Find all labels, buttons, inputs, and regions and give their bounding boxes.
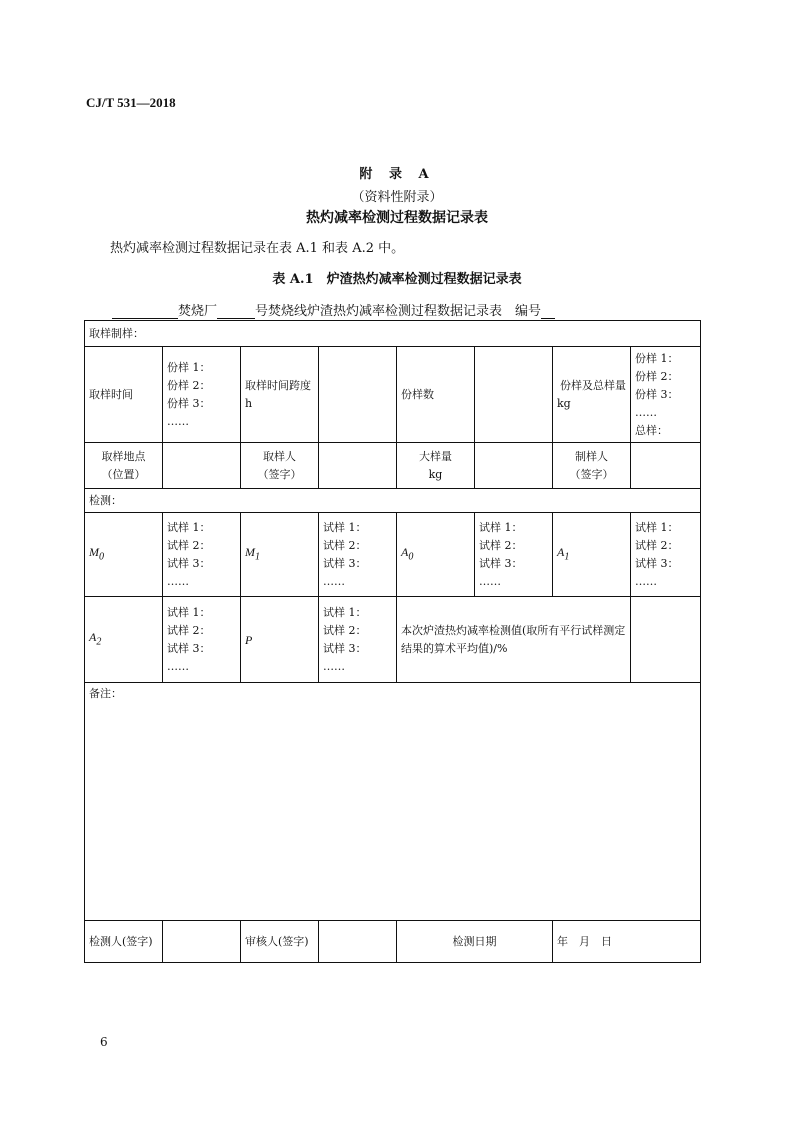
a0-sample-1: 试样 1：	[479, 520, 523, 534]
a2-sample-3: 试样 3：	[167, 641, 211, 655]
m0-sample-1: 试样 1：	[167, 520, 211, 534]
a2-sample-1: 试样 1：	[167, 605, 211, 619]
a0-sample-3: 试样 3：	[479, 556, 523, 570]
reviewer-value[interactable]	[319, 921, 397, 963]
portion-total-unit: kg	[557, 396, 571, 410]
line-blank	[217, 304, 255, 319]
plant-blank	[112, 304, 178, 319]
time-span-unit: h	[245, 396, 253, 410]
m1-sub: 1	[255, 551, 260, 563]
portion-total-cell	[553, 347, 631, 443]
portion-sample-1: 份样 1：	[167, 360, 211, 374]
a2-sub: 2	[96, 636, 102, 648]
portion-sample-3: 份样 3：	[167, 396, 211, 410]
appendix-name: 热灼减率检测过程数据记录表	[306, 210, 488, 226]
large-sample-value[interactable]	[475, 443, 553, 489]
preparer-sign: （签字）	[569, 467, 614, 481]
a2-main: A	[89, 629, 97, 644]
m0-sub: 0	[99, 551, 104, 563]
sampler-label: 取样人	[263, 449, 296, 463]
portion-count-value[interactable]	[475, 347, 553, 443]
tester-value[interactable]	[163, 921, 241, 963]
p-label: P	[241, 597, 319, 683]
a1-samples	[631, 513, 701, 597]
portion-samples-cell	[163, 347, 241, 443]
a1-sub: 1	[564, 551, 570, 563]
test-date-value[interactable]: 年 月 日	[553, 921, 701, 963]
intro-text: 热灼减率检测过程数据记录在表 A.1 和表 A.2 中。	[110, 241, 405, 256]
record-header-line	[112, 300, 555, 319]
a0-sample-2: 试样 2：	[479, 538, 523, 552]
p-samples	[319, 597, 397, 683]
remarks-cell[interactable]	[85, 683, 701, 921]
plant-suffix: 焚烧厂	[178, 304, 218, 319]
tester-label: 检测人(签字)	[85, 921, 163, 963]
m1-sample-3: 试样 3：	[323, 556, 367, 570]
preparer-value[interactable]	[631, 443, 701, 489]
portion-total-item-2: 份样 2：	[635, 369, 679, 383]
time-span-value[interactable]	[319, 347, 397, 443]
a0-samples	[475, 513, 553, 597]
sampling-section-label: 取样制样：	[85, 321, 701, 347]
p-sample-2: 试样 2：	[323, 623, 367, 637]
m1-sample-1: 试样 1：	[323, 520, 367, 534]
testing-section-label: 检测：	[85, 489, 701, 513]
preparer-cell	[553, 443, 631, 489]
sampler-value[interactable]	[319, 443, 397, 489]
a0-main: A	[401, 544, 409, 559]
large-sample-cell	[397, 443, 475, 489]
m0-sample-2: 试样 2：	[167, 538, 211, 552]
portion-total-item-more: ……	[635, 405, 657, 419]
a1-label	[553, 513, 631, 597]
m1-sample-2: 试样 2：	[323, 538, 367, 552]
time-span-cell	[241, 347, 319, 443]
preparer-label: 制样人	[575, 449, 608, 463]
a1-sample-2: 试样 2：	[635, 538, 679, 552]
m1-sample-more: ……	[323, 574, 345, 588]
line-suffix: 号焚烧线炉渣热灼减率检测过程数据记录表 编号	[255, 304, 542, 319]
a0-label	[397, 513, 475, 597]
table-caption: 表 A.1 炉渣热灼减率检测过程数据记录表	[272, 272, 522, 287]
m0-sample-3: 试样 3：	[167, 556, 211, 570]
sampling-time-label: 取样时间	[85, 347, 163, 443]
portion-sample-more: ……	[167, 414, 189, 428]
m1-samples	[319, 513, 397, 597]
m0-sample-more: ……	[167, 574, 189, 588]
portion-total-items	[631, 347, 701, 443]
result-label: 本次炉渣热灼减率检测值(取所有平行试样测定结果的算术平均值)/%	[397, 597, 631, 683]
p-sample-3: 试样 3：	[323, 641, 367, 655]
a0-sub: 0	[408, 551, 414, 563]
sampler-sign: （签字）	[257, 467, 302, 481]
m1-main: M	[245, 544, 255, 559]
m1-label	[241, 513, 319, 597]
time-span-label: 取样时间跨度	[245, 378, 311, 392]
portion-total-item-1: 份样 1：	[635, 351, 679, 365]
result-value[interactable]	[631, 597, 701, 683]
location-label: 取样地点	[101, 449, 146, 463]
test-date-label: 检测日期	[397, 921, 553, 963]
location-cell	[85, 443, 163, 489]
remarks-label: 备注：	[89, 687, 122, 700]
a1-main: A	[557, 544, 565, 559]
portion-total-label: 份样及总样量	[560, 378, 626, 392]
appendix-type: （资料性附录）	[351, 190, 443, 205]
location-value[interactable]	[163, 443, 241, 489]
location-sub: （位置）	[101, 467, 146, 481]
serial-blank	[541, 304, 555, 319]
large-sample-label: 大样量	[419, 449, 452, 463]
p-sample-more: ……	[323, 659, 345, 673]
appendix-title: 附 录 A	[359, 167, 435, 182]
reviewer-label: 审核人(签字)	[241, 921, 319, 963]
m0-label	[85, 513, 163, 597]
a0-sample-more: ……	[479, 574, 501, 588]
sampler-cell	[241, 443, 319, 489]
portion-total-item-3: 份样 3：	[635, 387, 679, 401]
portion-sample-2: 份样 2：	[167, 378, 211, 392]
record-table	[84, 320, 701, 963]
a1-sample-3: 试样 3：	[635, 556, 679, 570]
a2-sample-2: 试样 2：	[167, 623, 211, 637]
a2-samples	[163, 597, 241, 683]
a2-label	[85, 597, 163, 683]
a1-sample-1: 试样 1：	[635, 520, 679, 534]
large-sample-unit: kg	[428, 467, 443, 481]
m0-main: M	[89, 544, 99, 559]
page-number: 6	[100, 1035, 108, 1049]
a1-sample-more: ……	[635, 574, 657, 588]
portion-count-label: 份样数	[397, 347, 475, 443]
standard-number: CJ/T 531—2018	[86, 95, 176, 110]
portion-total-item-total: 总样：	[635, 423, 668, 437]
m0-samples	[163, 513, 241, 597]
p-sample-1: 试样 1：	[323, 605, 367, 619]
a2-sample-more: ……	[167, 659, 189, 673]
